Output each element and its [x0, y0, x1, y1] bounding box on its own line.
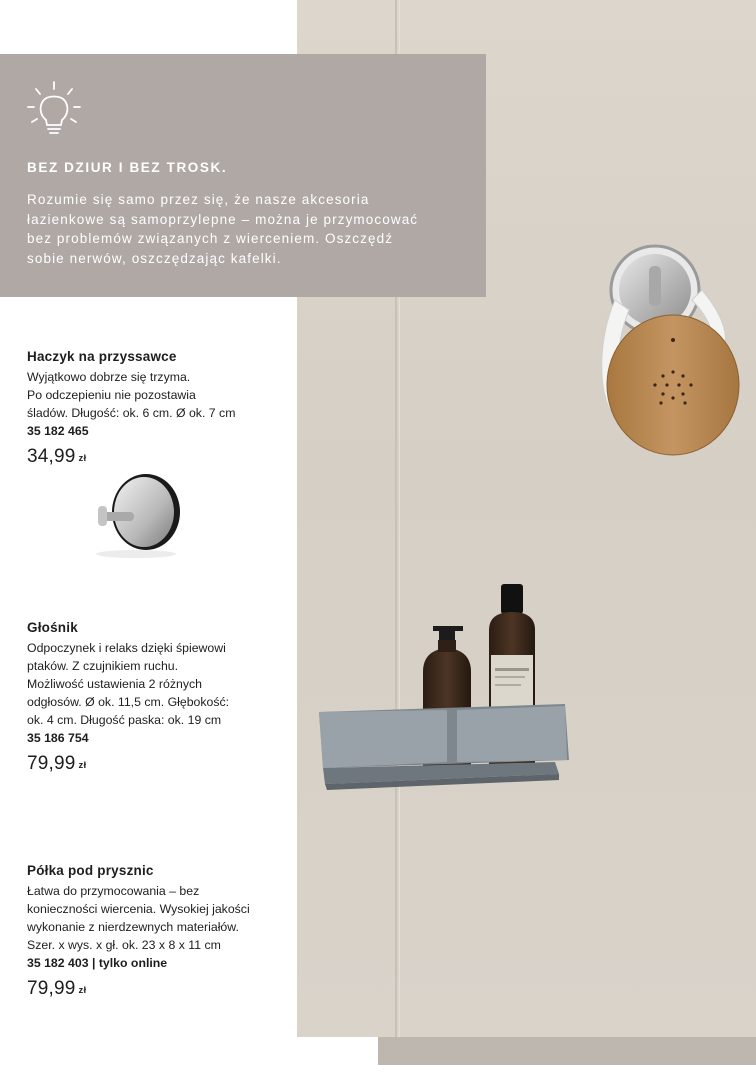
page-bottom-strip: [378, 1037, 756, 1065]
product-price: 79,99 zł: [27, 978, 87, 999]
product-name: Głośnik: [27, 620, 78, 635]
tip-box: [0, 54, 486, 297]
product-code: 35 182 403 | tylko online: [27, 956, 168, 970]
product-name: Półka pod prysznic: [27, 863, 154, 878]
product-description: Wyjątkowo dobrze się trzyma. Po odczepieniu nie pozostawia śladów. Długość: ok. 6 cm. Ø ok. 7 cm: [27, 370, 236, 420]
product-suction-hook: [27, 349, 289, 468]
lightbulb-icon: [26, 80, 82, 136]
product-code: 35 182 465: [27, 424, 89, 438]
product-price: 79,99 zł: [27, 753, 87, 774]
tip-text: Rozumie się samo przez się, że nasze akcesoria łazienkowe są samoprzylepne – można je przymocować bez problemów związanych z wierceniem. Oszczędź sobie nerwów, oszczędzając kafelki.: [27, 192, 419, 266]
product-shower-shelf: [27, 863, 289, 1000]
product-description: Łatwa do przymocowania – bez konieczności wiercenia. Wysokiej jakości wykonanie z nierdzewnych materiałów. Szer. x wys. x gł. ok. 23 x 8 x 11 cm: [27, 884, 250, 952]
tip-heading: BEZ DZIUR I BEZ TROSK.: [27, 160, 228, 175]
product-name: Haczyk na przyssawce: [27, 349, 177, 364]
bamboo-speaker-photo: [607, 315, 739, 455]
product-code: 35 186 754: [27, 731, 89, 745]
shower-shelf-photo: [319, 704, 569, 790]
product-price: 34,99 zł: [27, 446, 87, 467]
suction-hook-thumbnail: [86, 470, 186, 562]
product-speaker: [27, 620, 289, 775]
product-description: Odpoczynek i relaks dzięki śpiewowi ptaków. Z czujnikiem ruchu. Możliwość ustawienia 2 różnych odgłosów. Ø ok. 11,5 cm. Głębokość: ok. 4 cm. Długość paska: ok. 19 cm: [27, 641, 230, 727]
